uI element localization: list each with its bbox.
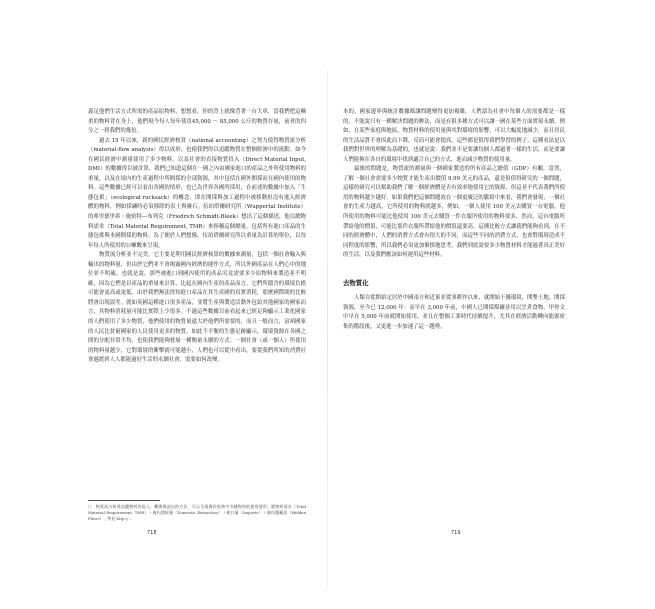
left-page bbox=[0, 0, 327, 609]
left-page-body bbox=[88, 108, 306, 366]
page-number-right: 719 bbox=[451, 530, 461, 536]
left-paragraph-1: 義足他們生活方式所需的產品原物料，想想看，你的背上就像背著一台大車，當我們把這噸重的物料背在身上，他們現今每人每年使用45,000 ～ 85,000 公斤的物質存量，前者的四分之一到我們的幾倍。 bbox=[88, 109, 306, 135]
left-paragraph-2: 過去 15 年以來，新的國民經濟核算（national accounting）之努力使得物質流分析（material-flow analysis）得以成形，也使我們得以追蹤物質在整個經濟中的流動。如今在國民經濟中測量使用了多少物料，以及社會的直接物質投入（Direct Material Input, DMI）的數據得以被計算，我們已知道這個在一國之內由國家進口的產品之外所使用物料的重量，以及在境內的生產過程中所開採的全部資源，其中包括在國外開採而在國內使用的物料。這些數據已經可以看出各國的情形，也已為世界各國所採用，在前述的數據中加入「生態包袱」（ecological rucksack）的概念，即在開採與加工過程中被移動但沒有進入經濟體的物料，例如採礦時必須移除的表土與廢石。伍珀塔爾研究所（Wuppertal Institute）的弗里德里希・施密特—布列克（Friedrich Schmidt-Bleek）想出了這個描述，他以總物料需求（Total Material Requirement, TMR）來指稱這個總量，包括所有進口產品的生態包袱與本國開採的物料。為了便於人們想像，伍珀塔爾研究所以重量為計算的單位，以每年每人所使用的公噸數來呈現。 bbox=[88, 137, 306, 249]
right-page bbox=[328, 0, 655, 609]
left-paragraph-3: 物質流分析並不完美，它主要是利用國民經濟核算的數據來測量，包括一個社會輸入與輸出的物料量，但由於它們並不會揭露國內經濟的運作方式，所以外國產品在人們心中的地位並不明確，也就是說，那些被進口到國內使用的產品究竟需要多少原物料來製造並不明確，因為它們是以產品的重量來計算，比起在國內生產的產品而言，它們所隱含的環境負擔可能會更高或更低。由於我們無法得知進口產品在其生產國的真實消耗，那麼國際間的比較將會出現誤差。就如英國這種進口很多產品，並將生產與製造活動外包給其他國家的國家而言，其物料消耗量可能比實際上少很多。不過這些數據目前看起來已經足夠顯示工業化國家的人們使用了多少物質，他們使用的物質量遠大於他們所需要的，而且一般而言，富裕國家的人民比貧窮國家的人民使用更多的物質。如此不平衡的生態足跡顯示，環境資源在各國之間的分配非常不均，也使我們能夠發展一種衡量永續的方式：一個社會（或一個人）所使用的物料量越少，它對環境的衝擊就可能越小，人們也可以從中看出，要從我們所知的消費社會過渡到人人都能過好生活的永續社會，需要如何改變。 bbox=[88, 252, 306, 364]
section-heading: 去物質化 bbox=[343, 278, 369, 287]
right-paragraph-1: 本的，國家邊界與統計數據都讓問題變得更加複雜，人們認為社會中每個人的需要都是一樣的，不能說只有一種解決問題的辦法，而是有很多種方式可以讓一國在某些方面實現永續，例如，在某些家庭與地區，物質材料的使用量與其對環境的影響，可以大幅度地減少，而且居民的生活品質不會因此而下降，反而可能會提高，這些都是值得我們學習的例子。這種看法是以我們對世界的理解為基礎的，也就是說：我們並不是要讓每個人都過著一樣的生活，而是要讓人們能夠在各自的環境中找到適合自己的方式，進而減少物質的使用量。 bbox=[343, 109, 565, 163]
right-paragraph-2: 最後的問題是，物質流的測量與一個國家製造的所有產品之總值（GDP）有關，當然，了解一個社會需要多少物質才能生產出價值 9.99 美元的產品，還是很值得研究的一個問題，這樣的研究可以幫助我們了解一個經濟體是否有效率地使用它的資源，但這並不代表我們所使用的物料越少越好。如果我們把這個問題放在一個更廣泛的脈絡中來看，我們會發現，一個社會的生產力越高，它所使用的物料就越多，例如，一個人使用 100 美元去購買一台電腦，他所使用的物料可能比他使用 100 美元去購買一件衣服所使用的物料要多，然而，這台電腦所帶給他的價值，可能比那件衣服所帶給他的價值還要高。這種比較方式讓我們能夠看到，在不同的經濟體中，人們的消費方式會有很大的不同，而這些不同的消費方式，也會對環境造成不同程度的影響，所以我們必須更加審慎地思考，我們到底需要多少物質材料才能過著真正美好的生活，以及我們應該如何運用這些材料。 bbox=[343, 166, 565, 259]
footnote: ○ 物質流分析係追蹤物料的流入、轉換與流出的方法，可以呈現國民經濟中各種物料的使用情形。總物料需求（Total Material Requirement, TMR）＝國內開採量（Domestic Extraction）＋進口量（Imports）＋國內隱藏流（Hidden Flows），參見 http://... bbox=[88, 504, 306, 521]
page-number-left: 718 bbox=[147, 530, 157, 536]
right-page-body bbox=[343, 108, 565, 332]
footnote-rule bbox=[88, 500, 160, 501]
right-paragraph-3: 人類自從開始定居於中國南方和近東並從事耕作以來，就開始干擾環境，開墾土地、開採資源，至今已 12,000 年：而早在 3,000 年前，中國人已開採煤礦並用以烹煮食物，甲骨文中早在 5,000 年前就開始使用，並且在整個工業時代持續提升，尤其在經濟活動轉向能源密集的階段後，又更進一步加速了這一趨勢。 bbox=[343, 295, 565, 330]
